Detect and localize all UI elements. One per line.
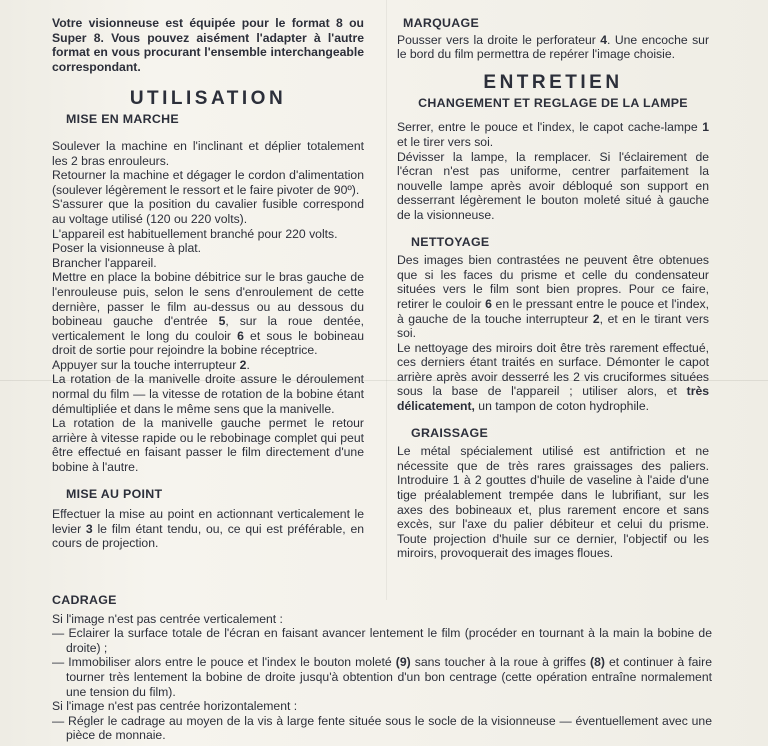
nett-text-e: , et en le tirant vers soi.: [397, 311, 709, 341]
mise-en-marche-p5: Poser la visionneuse à plat.: [52, 241, 202, 256]
ref-1: 1: [702, 120, 709, 135]
p8-text-c: .: [246, 357, 250, 372]
p7-text-e: et sous le bobineau droit de sortie pour rejoindre la bobine réceptrice.: [52, 328, 365, 358]
mise-en-marche-p10: La rotation de la manivelle gauche permet le retour arrière à vitesse rapide ou le rebobinage complet qui peut être effectué en faisant passer le film directement d'une bobine à l'autre.: [52, 416, 364, 475]
nett2-emphasis: très délicatement,: [397, 384, 709, 414]
cadrage-v-item2: [52, 655, 712, 699]
ref-3: 3: [85, 521, 93, 536]
nett2-text-c: un tampon de coton hydrophile.: [474, 399, 650, 414]
cadrage-heading: CADRAGE: [52, 593, 117, 607]
right-column: [397, 16, 709, 561]
ref-4: 4: [600, 32, 608, 47]
v2-text-e: et continuer à faire tourner très lentement la bobine de droite jusqu'à obtention d'un bon centrage (cette opération entraîne normalement une tension du film).: [66, 655, 712, 699]
ref-5: 5: [218, 314, 226, 329]
intro-paragraph: Votre visionneuse est équipée pour le format 8 ou Super 8. Vous pouvez aisément l'adapter à l'autre format en vous procurant l'ensemble interchangeable correspondant.: [52, 16, 364, 74]
p7-text-a: Mettre en place la bobine débitrice sur le bras gauche de l'enrouleuse puis, selon le sens d'enroulement de cette dernière, passer le film au-dessus ou au dessous du bobineau gauche d'entrée: [52, 270, 364, 329]
mise-en-marche-p6: Brancher l'appareil.: [52, 255, 157, 270]
cadrage-h-intro: Si l'image n'est pas centrée horizontalement :: [52, 699, 298, 714]
p7-text-c: , sur la roue dentée, verticalement le long du couloir: [52, 314, 364, 343]
mise-en-marche-p7: [52, 270, 364, 358]
mise-en-marche-p1: Soulever la machine en l'inclinant et déplier totalement les 2 bras enrouleurs.: [52, 138, 364, 168]
mise-en-marche-p9: La rotation de la manivelle droite assure le déroulement normal du film — la vitesse de rotation de la bobine étant démultipliée et dans le même sens que la manivelle.: [52, 372, 364, 416]
mise-en-marche-p8: [52, 358, 364, 373]
lampe-p2: Dévisser la lampe, la remplacer. Si l'éclairement de l'écran n'est pas uniforme, centrer parfaitement la nouvelle lampe après avoir débloqué son support en desserrant légèrement le bouton moleté situé à gauche de la visionneuse.: [397, 149, 709, 222]
marquage-text-c: . Une encoche sur le bord du film permettra de repérer l'image choisie.: [397, 32, 709, 62]
cadrage-v-item1: — Eclairer la surface totale de l'écran en faisant avancer lentement le film (procéder en tournant à la main la bobine de droite) ;: [52, 626, 712, 655]
nett-text-c: en le pressant entre le pouce et l'index, à gauche de la touche interrupteur: [397, 296, 709, 326]
mise-en-marche-p2: Retourner la machine et dégager le cordon d'alimentation (soulever légèrement le ressort et le faire pivoter de 90º).: [52, 168, 364, 197]
map-text-c: le film étant tendu, ou, ce qui est préférable, en cours de projection.: [52, 521, 365, 551]
utilisation-title: UTILISATION: [129, 88, 287, 110]
fold-line-vertical: [386, 0, 387, 600]
map-text-a: Effectuer la mise au point en actionnant verticalement le levier: [52, 507, 364, 536]
ref-8: (8): [590, 655, 605, 670]
lampe-text-a: Serrer, entre le pouce et l'index, le capot cache-lampe: [397, 120, 703, 135]
lampe-p1: [397, 120, 709, 149]
cadrage-v-intro: Si l'image n'est pas centrée verticalement :: [52, 611, 283, 626]
marquage-heading: MARQUAGE: [403, 16, 480, 30]
ref-6: 6: [237, 328, 244, 343]
nettoyage-p2: [397, 341, 709, 414]
entretien-title: ENTRETIEN: [483, 71, 623, 93]
lampe-heading: CHANGEMENT ET REGLAGE DE LA LAMPE: [418, 95, 688, 110]
mise-en-marche-heading: MISE EN MARCHE: [66, 112, 179, 127]
lampe-text-c: et le tirer vers soi.: [397, 134, 494, 149]
cadrage-h-item1: — Régler le cadrage au moyen de la vis à large fente située sous le socle de la visionneuse — éventuellement avec une pièce de monnaie.: [52, 713, 712, 743]
mise-au-point-p1: [52, 507, 364, 551]
graissage-heading: GRAISSAGE: [411, 425, 489, 440]
ref-2: 2: [239, 357, 247, 372]
marquage-p1: [397, 33, 709, 62]
left-column: [52, 16, 364, 551]
v2-text-a: — Immobiliser alors entre le pouce et l'index le bouton moleté: [52, 655, 396, 670]
graissage-p1: Le métal spécialement utilisé est antifriction et ne nécessite que de très rares graissages des paliers. Introduire 1 à 2 gouttes d'huile de vaseline à l'aide d'une tige préalablement trempée dans le lubrifiant, sur les axes des bobineaux et, plus rarement encore et sans excès, sur l'axe du palier débiteur et celui du prisme. Toute projection d'huile sur ce dernier, l'objectif ou les miroirs, provoquerait des images floues.: [397, 444, 709, 561]
nett2-text-a: Le nettoyage des miroirs doit être très rarement effectué, ces derniers étant traités en surface. Démonter le capot arrière après avoir desserré les 2 vis cruciformes situées sous la base de l'appareil ; utiliser alors, et: [397, 340, 709, 399]
marquage-text-a: Pousser vers la droite le perforateur: [397, 32, 601, 47]
mise-en-marche-p3: S'assurer que la position du cavalier fusible correspond au voltage utilisé (120 ou 220 volts).: [52, 197, 364, 226]
ref-6b: 6: [485, 296, 492, 311]
mise-en-marche-p4: L'appareil est habituellement branché pour 220 volts.: [52, 226, 338, 241]
ref-9: (9): [395, 655, 411, 670]
v2-text-c: sans toucher à la roue à griffes: [410, 655, 591, 670]
cadrage-section: [52, 593, 712, 743]
nettoyage-heading: NETTOYAGE: [411, 234, 490, 249]
nettoyage-p1: [397, 253, 709, 341]
mise-au-point-heading: MISE AU POINT: [66, 486, 163, 501]
ref-2b: 2: [592, 311, 600, 326]
p8-text-a: Appuyer sur la touche interrupteur: [52, 357, 240, 372]
nett-text-a: Des images bien contrastées ne peuvent être obtenues que si les faces du prisme et celle du condensateur situées vers le film sont bien propres. Pour ce faire, retirer le couloir: [397, 253, 709, 311]
